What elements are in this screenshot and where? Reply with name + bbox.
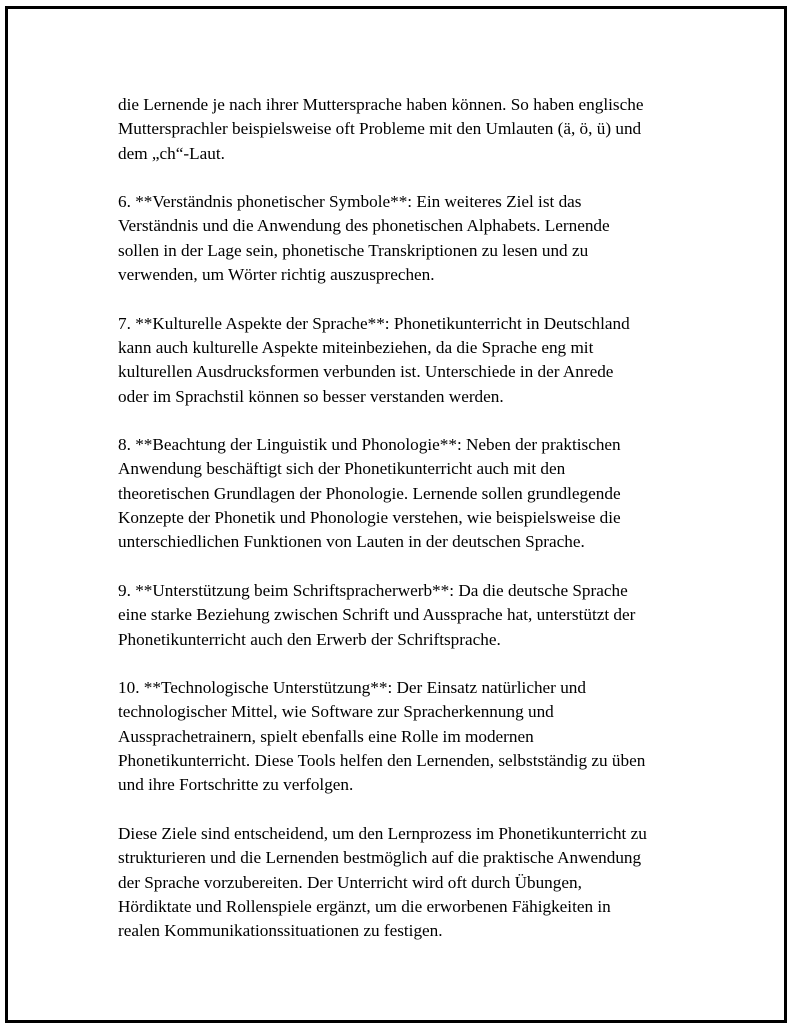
paragraph-item-6: 6. **Verständnis phonetischer Symbole**: Ein weiteres Ziel ist das Verständnis und die Anwendung des phonetischen Alphabets. Lernende sollen in der Lage sein, phonetische Transkriptionen zu lesen und zu verwenden, um Wörter richtig auszusprechen. [118, 192, 610, 285]
paragraph-item-9: 9. **Unterstützung beim Schriftspracherwerb**: Da die deutsche Sprache eine starke Beziehung zwischen Schrift und Aussprache hat, unterstützt der Phonetikunterricht auch den Erwerb der Schriftsprache. [118, 580, 636, 649]
paragraph-intro-continuation: die Lernende je nach ihrer Muttersprache haben können. So haben englische Muttersprachler beispielsweise oft Probleme mit den Umlauten (ä, ö, ü) und dem „ch“-Laut. [118, 95, 644, 163]
paragraph-item-8: 8. **Beachtung der Linguistik und Phonologie**: Neben der praktischen Anwendung beschäftigt sich der Phonetikunterricht auch mit den theoretischen Grundlagen der Phonologie. Lernende sollen grundlegende Konzepte der Phonetik und Phonologie verstehen, wie beispielsweise die unterschiedlichen Funktionen von Lauten in der deutschen Sprache. [118, 435, 621, 552]
paragraph-item-10: 10. **Technologische Unterstützung**: Der Einsatz natürlicher und technologischer Mittel, wie Software zur Spracherkennung und Aussprachetrainern, spielt ebenfalls eine Rolle im modernen Phonetikunterricht. Diese Tools helfen den Lernenden, selbstständig zu üben und ihre Fortschritte zu verfolgen. [118, 678, 646, 795]
paragraph-conclusion: Diese Ziele sind entscheidend, um den Lernprozess im Phonetikunterricht zu strukturieren und die Lernenden bestmöglich auf die praktische Anwendung der Sprache vorzubereiten. Der Unterricht wird oft durch Übungen, Hördiktate und Rollenspiele ergänzt, um die erworbenen Fähigkeiten in realen Kommunikationssituationen zu festigen. [118, 823, 647, 941]
document-body [118, 93, 690, 968]
paragraph-item-7: 7. **Kulturelle Aspekte der Sprache**: Phonetikunterricht in Deutschland kann auch kulturelle Aspekte miteinbeziehen, da die Sprache eng mit kulturellen Ausdrucksformen verbunden ist. Unterschiede in der Anrede oder im Sprachstil können so besser verstanden werden. [118, 313, 630, 406]
